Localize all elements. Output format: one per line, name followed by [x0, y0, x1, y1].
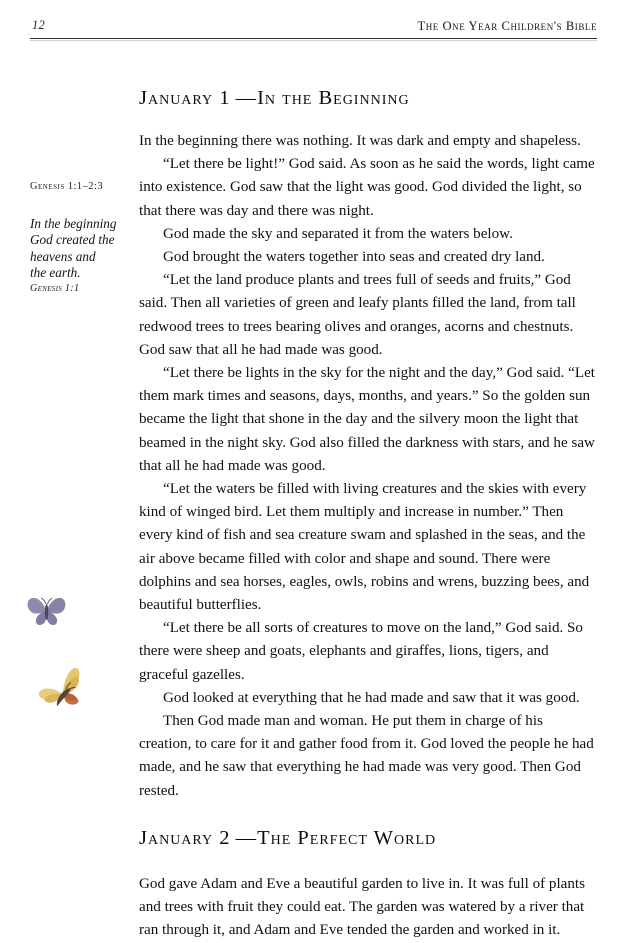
gold-butterfly-illustration — [33, 662, 89, 712]
paragraph: “Let there be all sorts of creatures to move on the land,” God said. So there were sheep and goats, elephants and giraffes, lions, tigers, and graceful gazelles. — [139, 620, 583, 683]
spacer — [139, 110, 597, 130]
paragraph: “Let the waters be filled with living creatures and the skies with every kind of winged bird. Let them multiply and increase in number.” Then every kind of fish and sea creature swam and splashed in the seas, and the air above became filled with color and shape and sound. There were dolphins and sea horses, eagles, owls, robins and wrens, buzzing bees, and beautiful butterflies. — [139, 481, 590, 614]
purple-butterfly-icon — [26, 592, 68, 628]
paragraph: “Let there be light!” God said. As soon as he said the words, light came into existence. God saw that the light was good. God divided the light, so that there was day and there was night. — [139, 156, 595, 219]
scripture-reference: Genesis 1:1–2:3 — [30, 181, 104, 192]
page-number: 12 — [32, 18, 46, 32]
purple-butterfly-illustration — [26, 592, 68, 628]
book-title: The One Year Children's Bible — [417, 19, 597, 33]
paragraph: God brought the waters together into seas and created dry land. — [163, 249, 545, 266]
paragraph: Then God made man and woman. He put them in charge of his creation, to care for it and gather food from it. God loved the people he had made, and he saw that everything he had made was very good. Then God rested. — [139, 713, 594, 799]
paragraph: God looked at everything that he had made and saw that it was good. — [163, 689, 580, 706]
pullquote-line: In the beginning — [30, 216, 117, 231]
spacer — [139, 850, 597, 873]
pullquote-source: Genesis 1:1 — [30, 283, 80, 295]
pullquote — [30, 216, 120, 281]
pullquote-line: heavens and — [30, 248, 96, 264]
paragraph: “Let the land produce plants and trees full of seeds and fruits,” God said. Then all varieties of green and leafy plants filled the land, from tall redwood trees to trees bearing olives and oranges, acorns and chestnuts. God saw that all he had made was good. — [139, 272, 576, 358]
sidenote-column — [30, 180, 120, 296]
spacer — [139, 803, 597, 826]
paragraph: God made the sky and separated it from the waters below. — [163, 225, 513, 242]
paragraph: God gave Adam and Eve a beautiful garden to live in. It was full of plants and trees with fruit they could eat. The garden was watered by a river that ran through it, and Adam and Eve tended the garden and worked in it. — [139, 875, 585, 939]
gold-butterfly-icon — [33, 662, 89, 712]
main-text-column — [139, 86, 597, 943]
paragraph: In the beginning there was nothing. It was dark and empty and shapeless. — [139, 133, 581, 149]
paragraph: “Let there be lights in the sky for the night and the day,” God said. “Let them mark times and seasons, days, months, and years.” So the golden sun became the light that shone in the day and the silvery moon the light that beamed in the night sky. God also filled the darkness with stars, and he saw that all he had made was good. — [139, 365, 595, 474]
header-rule — [30, 38, 597, 39]
pullquote-line: the earth. — [30, 264, 81, 280]
section-heading-january-2: January 2 —The Perfect World — [139, 826, 437, 849]
section-heading-january-1: January 1 —In the Beginning — [139, 87, 410, 109]
running-head — [30, 18, 597, 38]
pullquote-line: God created the — [30, 232, 115, 248]
